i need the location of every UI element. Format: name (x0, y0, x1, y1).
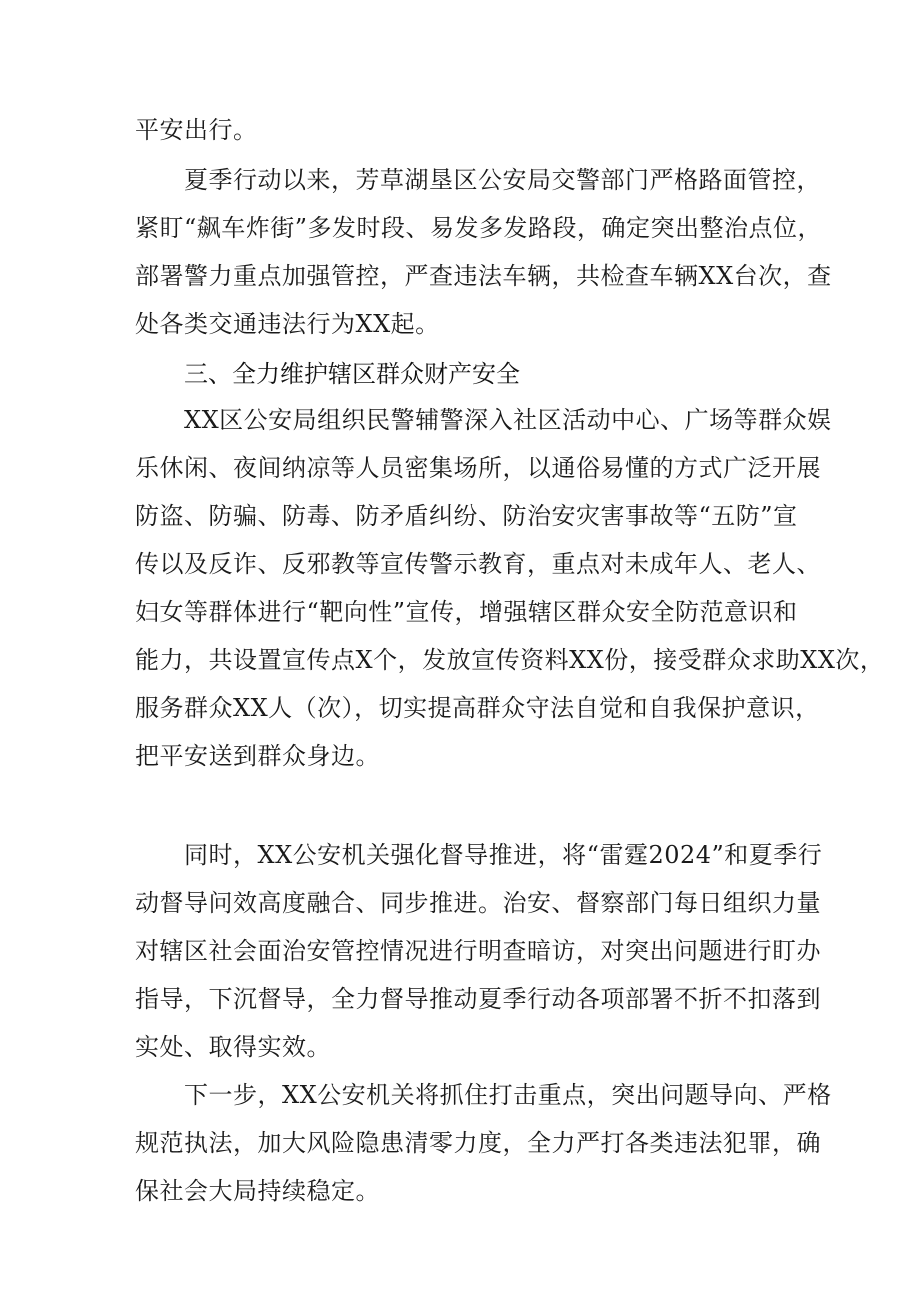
text-line: 防盗、防骗、防毒、防矛盾纠纷、防治安灾害事故等“五防”宣 (135, 502, 798, 530)
text-line: 对辖区社会面治安管控情况进行明查暗访，对突出问题进行盯办 (135, 937, 821, 965)
text-line: 传以及反诈、反邪教等宣传警示教育，重点对未成年人、老人、 (135, 550, 821, 578)
text-line: 服务群众XX人（次），切实提高群众守法自觉和自我保护意识， (135, 694, 820, 722)
text-line: 处各类交通违法行为XX起。 (135, 310, 440, 338)
paragraph-property-safety (135, 403, 885, 773)
text-line: 能力，共设置宣传点X个，发放宣传资料XX份，接受群众求助XX次， (135, 646, 885, 674)
text-line: 平安出行。 (135, 116, 258, 144)
text-line: 动督导问效高度融合、同步推进。治安、督察部门每日组织力量 (135, 889, 821, 917)
text-line: 部署警力重点加强管控，严查违法车辆，共检查车辆XX台次，查 (135, 262, 832, 290)
text-line: 夏季行动以来，芳草湖垦区公安局交警部门严格路面管控， (184, 166, 821, 194)
text-line: 保社会大局持续稳定。 (135, 1177, 380, 1205)
paragraph-continuation (135, 113, 795, 147)
text-line: 同时，XX公安机关强化督导推进，将“雷霆2024”和夏季行 (184, 841, 823, 869)
text-line: 紧盯“飙车炸街”多发时段、易发多发路段，确定突出整治点位， (135, 214, 823, 242)
paragraph-next-steps (135, 1078, 832, 1208)
text-line: 妇女等群体进行“靶向性”宣传，增强辖区群众安全防范意识和 (135, 598, 798, 626)
section-heading-text: 三、全力维护辖区群众财产安全 (184, 360, 520, 388)
section-heading (135, 357, 795, 391)
text-line: 指导，下沉督导，全力督导推动夏季行动各项部署不折不扣落到 (135, 985, 821, 1013)
text-line: 实处、取得实效。 (135, 1033, 331, 1061)
text-line: 规范执法，加大风险隐患清零力度，全力严打各类违法犯罪，确 (135, 1129, 821, 1157)
paragraph-traffic-control (135, 163, 832, 341)
text-line: 下一步，XX公安机关将抓住打击重点，突出问题导向、严格 (184, 1081, 832, 1109)
paragraph-supervision (135, 838, 823, 1064)
text-line: 把平安送到群众身边。 (135, 742, 380, 770)
text-line: XX区公安局组织民警辅警深入社区活动中心、广场等群众娱 (184, 406, 832, 434)
text-line: 乐休闲、夜间纳凉等人员密集场所，以通俗易懂的方式广泛开展 (135, 454, 821, 482)
